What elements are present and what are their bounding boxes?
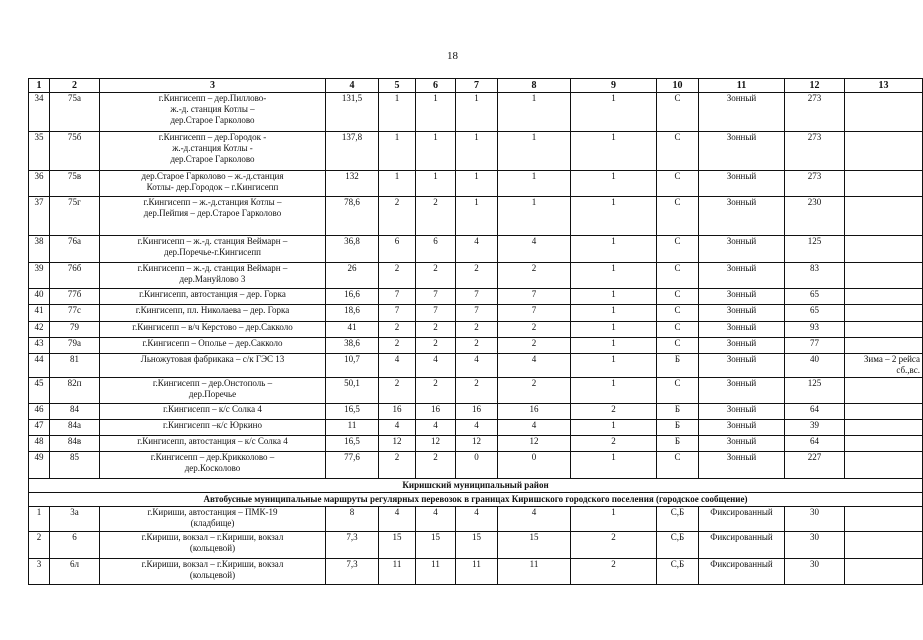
table-cell-col8: 4: [498, 420, 571, 436]
table-cell-col1: 36: [29, 171, 50, 197]
table-cell-col10: Б: [657, 436, 699, 452]
table-cell-col7: 2: [456, 263, 498, 289]
table-cell-col4: 16,5: [326, 436, 379, 452]
table-row: [29, 171, 923, 197]
table-cell-col3: г.Кингисепп, автостанция – дер. Горка: [100, 289, 326, 305]
table-cell-col2: 84: [50, 404, 100, 420]
table-cell-col3: г.Кингисепп – ж.-д.станция Котлы – дер.Пейпия – дер.Старое Гарколово: [100, 197, 326, 236]
table-cell-col6: 2: [416, 197, 456, 236]
table-cell-col13: [845, 507, 923, 532]
table-cell-col7: 1: [456, 132, 498, 171]
table-cell-col7: 7: [456, 289, 498, 305]
table-cell-col2: 75в: [50, 171, 100, 197]
table-cell-col1: 37: [29, 197, 50, 236]
table-cell-col11: Зонный: [699, 305, 785, 322]
table-cell-col7: 2: [456, 338, 498, 354]
table-cell-col4: 7,3: [326, 532, 379, 559]
table-cell-col5: 2: [379, 197, 416, 236]
table-cell-col5: 2: [379, 378, 416, 404]
table-cell-col5: 15: [379, 532, 416, 559]
table-cell-col7: 12: [456, 436, 498, 452]
routes-body-kirishi: [29, 507, 923, 585]
table-cell-col9: 2: [571, 559, 657, 585]
table-cell-col2: 6: [50, 532, 100, 559]
table-cell-col3: г.Кириши, вокзал – г.Кириши, вокзал (кольцевой): [100, 532, 326, 559]
table-cell-col8: 15: [498, 532, 571, 559]
district-row: [29, 479, 923, 493]
table-row: [29, 354, 923, 378]
table-row: [29, 305, 923, 322]
table-cell-col8: 4: [498, 354, 571, 378]
table-cell-col1: 48: [29, 436, 50, 452]
table-cell-col10: С: [657, 305, 699, 322]
table-cell-col13: [845, 436, 923, 452]
table-cell-col4: 50,1: [326, 378, 379, 404]
table-cell-col8: 2: [498, 322, 571, 338]
table-cell-col3: г.Кириши, автостанция – ПМК-19 (кладбище): [100, 507, 326, 532]
table-cell-col1: 38: [29, 236, 50, 263]
table-cell-col12: 230: [785, 197, 845, 236]
table-cell-col2: 77с: [50, 305, 100, 322]
table-cell-col1: 1: [29, 507, 50, 532]
table-cell-col6: 2: [416, 338, 456, 354]
table-cell-col10: С: [657, 132, 699, 171]
table-cell-col6: 1: [416, 132, 456, 171]
column-header-5: 5: [379, 79, 416, 93]
table-cell-col9: 1: [571, 132, 657, 171]
table-cell-col6: 2: [416, 322, 456, 338]
table-cell-col9: 1: [571, 452, 657, 479]
table-cell-col13: [845, 93, 923, 132]
table-cell-col5: 1: [379, 132, 416, 171]
table-cell-col11: Зонный: [699, 436, 785, 452]
table-row: [29, 289, 923, 305]
table-cell-col8: 2: [498, 263, 571, 289]
table-cell-col11: Зонный: [699, 404, 785, 420]
table-cell-col1: 35: [29, 132, 50, 171]
table-cell-col3: г.Кингисепп – дер.Крикколово – дер.Косколово: [100, 452, 326, 479]
table-cell-col13: [845, 378, 923, 404]
table-cell-col13: [845, 404, 923, 420]
table-cell-col13: [845, 420, 923, 436]
table-cell-col3: Льножутовая фабрикака – с/к ГЭС 13: [100, 354, 326, 378]
table-row: [29, 93, 923, 132]
table-cell-col6: 11: [416, 559, 456, 585]
table-cell-col9: 2: [571, 436, 657, 452]
page-number: 18: [447, 50, 458, 62]
table-cell-col4: 77,6: [326, 452, 379, 479]
table-cell-col7: 16: [456, 404, 498, 420]
column-header-9: 9: [571, 79, 657, 93]
table-row: [29, 197, 923, 236]
table-cell-col12: 83: [785, 263, 845, 289]
table-cell-col5: 6: [379, 236, 416, 263]
table-cell-col11: Зонный: [699, 93, 785, 132]
table-cell-col10: С: [657, 289, 699, 305]
table-row: [29, 404, 923, 420]
table-cell-col6: 2: [416, 452, 456, 479]
table-cell-col11: Зонный: [699, 354, 785, 378]
table-cell-col10: С: [657, 322, 699, 338]
table-cell-col12: 30: [785, 532, 845, 559]
table-cell-col9: 1: [571, 263, 657, 289]
table-cell-col6: 16: [416, 404, 456, 420]
table-cell-col9: 1: [571, 378, 657, 404]
table-cell-col9: 1: [571, 171, 657, 197]
table-cell-col4: 18,6: [326, 305, 379, 322]
table-cell-col12: 125: [785, 236, 845, 263]
table-cell-col4: 7,3: [326, 559, 379, 585]
table-cell-col3: г.Кингисепп – дер.Городок - ж.-д.станция Котлы - дер.Старое Гарколово: [100, 132, 326, 171]
table-row: [29, 322, 923, 338]
column-header-7: 7: [456, 79, 498, 93]
table-cell-col7: 4: [456, 507, 498, 532]
table-cell-col12: 227: [785, 452, 845, 479]
table-cell-col8: 11: [498, 559, 571, 585]
table-cell-col9: 2: [571, 404, 657, 420]
table-cell-col8: 2: [498, 338, 571, 354]
table-cell-col12: 77: [785, 338, 845, 354]
table-cell-col6: 15: [416, 532, 456, 559]
table-cell-col1: 46: [29, 404, 50, 420]
column-header-13: 13: [845, 79, 923, 93]
table-cell-col13: [845, 263, 923, 289]
table-cell-col2: 3а: [50, 507, 100, 532]
table-cell-col2: 6л: [50, 559, 100, 585]
table-cell-col3: г.Кириши, вокзал – г.Кириши, вокзал (кольцевой): [100, 559, 326, 585]
table-cell-col3: г.Кингисепп – дер.Онстополь – дер.Поречье: [100, 378, 326, 404]
table-cell-col9: 1: [571, 305, 657, 322]
column-header-10: 10: [657, 79, 699, 93]
table-cell-col6: 1: [416, 171, 456, 197]
column-header-8: 8: [498, 79, 571, 93]
table-cell-col2: 75б: [50, 132, 100, 171]
table-cell-col4: 16,6: [326, 289, 379, 305]
table-cell-col10: С,Б: [657, 507, 699, 532]
table-row: [29, 559, 923, 585]
table-cell-col13: [845, 305, 923, 322]
table-cell-col4: 8: [326, 507, 379, 532]
table-cell-col8: 16: [498, 404, 571, 420]
table-cell-col5: 7: [379, 305, 416, 322]
table-cell-col11: Зонный: [699, 378, 785, 404]
table-cell-col3: г.Кингисепп – ж.-д. станция Веймарн – дер.Поречье-г.Кингисепп: [100, 236, 326, 263]
column-header-6: 6: [416, 79, 456, 93]
table-cell-col10: С: [657, 197, 699, 236]
table-cell-col5: 1: [379, 93, 416, 132]
table-cell-col10: С: [657, 338, 699, 354]
table-cell-col9: 1: [571, 93, 657, 132]
table-cell-col7: 1: [456, 93, 498, 132]
table-cell-col13: Зима – 2 рейса сб.,вс.: [845, 354, 923, 378]
table-cell-col11: Зонный: [699, 236, 785, 263]
table-cell-col1: 45: [29, 378, 50, 404]
table-cell-col13: [845, 559, 923, 585]
table-cell-col2: 79: [50, 322, 100, 338]
table-cell-col5: 16: [379, 404, 416, 420]
table-cell-col7: 2: [456, 378, 498, 404]
table-cell-col4: 137,8: [326, 132, 379, 171]
table-cell-col12: 93: [785, 322, 845, 338]
table-cell-col9: 1: [571, 236, 657, 263]
table-cell-col3: г.Кингисепп –к/с Юркино: [100, 420, 326, 436]
table-cell-col13: [845, 289, 923, 305]
table-row: [29, 132, 923, 171]
table-cell-col9: 1: [571, 507, 657, 532]
table-cell-col12: 273: [785, 171, 845, 197]
table-cell-col10: Б: [657, 354, 699, 378]
table-row: [29, 436, 923, 452]
table-cell-col7: 4: [456, 420, 498, 436]
table-cell-col9: 1: [571, 354, 657, 378]
table-cell-col1: 49: [29, 452, 50, 479]
table-cell-col5: 2: [379, 263, 416, 289]
table-cell-col13: [845, 322, 923, 338]
subsection-title: Автобусные муниципальные маршруты регулярных перевозок в границах Киришского городского поселения (городское сообщение): [29, 493, 923, 507]
table-cell-col13: [845, 338, 923, 354]
table-cell-col4: 16,5: [326, 404, 379, 420]
table-cell-col13: [845, 532, 923, 559]
table-cell-col7: 1: [456, 171, 498, 197]
table-cell-col8: 12: [498, 436, 571, 452]
table-cell-col1: 3: [29, 559, 50, 585]
table-cell-col11: Зонный: [699, 420, 785, 436]
table-cell-col5: 4: [379, 507, 416, 532]
table-cell-col8: 7: [498, 305, 571, 322]
table-cell-col11: Фиксированный: [699, 532, 785, 559]
table-cell-col5: 4: [379, 420, 416, 436]
table-cell-col9: 1: [571, 322, 657, 338]
table-cell-col4: 78,6: [326, 197, 379, 236]
table-cell-col10: С: [657, 263, 699, 289]
table-cell-col11: Зонный: [699, 452, 785, 479]
table-row: [29, 338, 923, 354]
table-cell-col12: 64: [785, 436, 845, 452]
table-cell-col3: г.Кингисепп – дер.Пиллово- ж.-д. станция Котлы – дер.Старое Гарколово: [100, 93, 326, 132]
table-cell-col1: 2: [29, 532, 50, 559]
table-cell-col2: 82п: [50, 378, 100, 404]
table-cell-col7: 0: [456, 452, 498, 479]
table-cell-col3: г.Кингисепп – Ополье – дер.Сакколо: [100, 338, 326, 354]
table-cell-col4: 131,5: [326, 93, 379, 132]
table-cell-col1: 34: [29, 93, 50, 132]
table-cell-col2: 75а: [50, 93, 100, 132]
table-cell-col7: 4: [456, 354, 498, 378]
table-cell-col1: 47: [29, 420, 50, 436]
table-cell-col11: Фиксированный: [699, 559, 785, 585]
table-cell-col10: Б: [657, 420, 699, 436]
table-cell-col10: С: [657, 236, 699, 263]
table-cell-col5: 2: [379, 452, 416, 479]
table-cell-col3: г.Кингисепп, автостанция – к/с Солка 4: [100, 436, 326, 452]
table-cell-col4: 10,7: [326, 354, 379, 378]
table-cell-col4: 132: [326, 171, 379, 197]
table-cell-col11: Зонный: [699, 197, 785, 236]
table-row: [29, 532, 923, 559]
table-cell-col9: 2: [571, 532, 657, 559]
table-cell-col6: 4: [416, 420, 456, 436]
subsection-row: [29, 493, 923, 507]
table-cell-col5: 7: [379, 289, 416, 305]
table-cell-col13: [845, 197, 923, 236]
table-cell-col2: 77б: [50, 289, 100, 305]
routes-body-kingisepp: [29, 93, 923, 479]
table-cell-col9: 1: [571, 420, 657, 436]
table-cell-col1: 41: [29, 305, 50, 322]
table-cell-col13: [845, 452, 923, 479]
column-header-3: 3: [100, 79, 326, 93]
table-row: [29, 420, 923, 436]
column-header-1: 1: [29, 79, 50, 93]
table-cell-col6: 4: [416, 507, 456, 532]
table-cell-col7: 1: [456, 197, 498, 236]
table-cell-col6: 1: [416, 93, 456, 132]
table-cell-col6: 2: [416, 263, 456, 289]
table-cell-col8: 1: [498, 132, 571, 171]
table-cell-col4: 11: [326, 420, 379, 436]
table-cell-col2: 75г: [50, 197, 100, 236]
table-cell-col12: 125: [785, 378, 845, 404]
table-cell-col5: 2: [379, 322, 416, 338]
table-cell-col7: 4: [456, 236, 498, 263]
table-cell-col5: 1: [379, 171, 416, 197]
table-cell-col2: 76б: [50, 263, 100, 289]
column-header-2: 2: [50, 79, 100, 93]
table-cell-col6: 2: [416, 378, 456, 404]
routes-table: [28, 78, 923, 585]
table-cell-col12: 65: [785, 305, 845, 322]
table-cell-col2: 84а: [50, 420, 100, 436]
table-cell-col8: 1: [498, 197, 571, 236]
table-cell-col7: 7: [456, 305, 498, 322]
table-cell-col12: 65: [785, 289, 845, 305]
column-header-11: 11: [699, 79, 785, 93]
table-cell-col9: 1: [571, 338, 657, 354]
table-cell-col10: С: [657, 378, 699, 404]
table-cell-col5: 12: [379, 436, 416, 452]
table-cell-col12: 30: [785, 559, 845, 585]
table-cell-col10: С: [657, 93, 699, 132]
table-cell-col12: 39: [785, 420, 845, 436]
table-cell-col6: 7: [416, 305, 456, 322]
table-cell-col10: С,Б: [657, 559, 699, 585]
table-row: [29, 378, 923, 404]
table-cell-col2: 84в: [50, 436, 100, 452]
table-cell-col3: дер.Старое Гарколово – ж.-д.станция Котлы- дер.Городок – г.Кингисепп: [100, 171, 326, 197]
table-cell-col1: 40: [29, 289, 50, 305]
table-cell-col3: г.Кингисепп – в/ч Керстово – дер.Сакколо: [100, 322, 326, 338]
table-row: [29, 236, 923, 263]
table-cell-col9: 1: [571, 197, 657, 236]
column-header-12: 12: [785, 79, 845, 93]
table-cell-col1: 39: [29, 263, 50, 289]
table-cell-col7: 2: [456, 322, 498, 338]
table-cell-col7: 11: [456, 559, 498, 585]
table-cell-col12: 40: [785, 354, 845, 378]
table-cell-col8: 4: [498, 507, 571, 532]
table-cell-col5: 4: [379, 354, 416, 378]
table-cell-col6: 4: [416, 354, 456, 378]
table-cell-col11: Зонный: [699, 289, 785, 305]
header-row: [29, 79, 923, 93]
table-cell-col10: С: [657, 452, 699, 479]
table-cell-col8: 4: [498, 236, 571, 263]
table-cell-col8: 1: [498, 93, 571, 132]
table-cell-col7: 15: [456, 532, 498, 559]
table-cell-col11: Зонный: [699, 132, 785, 171]
table-cell-col11: Зонный: [699, 322, 785, 338]
table-cell-col8: 7: [498, 289, 571, 305]
table-cell-col12: 273: [785, 93, 845, 132]
table-cell-col9: 1: [571, 289, 657, 305]
table-cell-col2: 81: [50, 354, 100, 378]
table-cell-col2: 76а: [50, 236, 100, 263]
table-cell-col10: С: [657, 171, 699, 197]
table-cell-col10: С,Б: [657, 532, 699, 559]
table-cell-col3: г.Кингисепп, пл. Николаева – дер. Горка: [100, 305, 326, 322]
table-cell-col6: 6: [416, 236, 456, 263]
table-cell-col8: 2: [498, 378, 571, 404]
table-cell-col4: 36,8: [326, 236, 379, 263]
table-cell-col6: 7: [416, 289, 456, 305]
table-cell-col3: г.Кингисепп – к/с Солка 4: [100, 404, 326, 420]
table-cell-col1: 43: [29, 338, 50, 354]
table-cell-col1: 44: [29, 354, 50, 378]
table-cell-col4: 41: [326, 322, 379, 338]
table-cell-col3: г.Кингисепп – ж.-д. станция Веймарн – дер.Мануйлово 3: [100, 263, 326, 289]
table-cell-col11: Зонный: [699, 171, 785, 197]
table-cell-col2: 85: [50, 452, 100, 479]
table-cell-col13: [845, 171, 923, 197]
table-cell-col4: 38,6: [326, 338, 379, 354]
table-cell-col11: Зонный: [699, 338, 785, 354]
table-cell-col11: Зонный: [699, 263, 785, 289]
table-cell-col13: [845, 236, 923, 263]
table-cell-col2: 79а: [50, 338, 100, 354]
table-cell-col12: 30: [785, 507, 845, 532]
table-row: [29, 452, 923, 479]
table-cell-col5: 11: [379, 559, 416, 585]
table-cell-col4: 26: [326, 263, 379, 289]
table-cell-col1: 42: [29, 322, 50, 338]
table-cell-col12: 64: [785, 404, 845, 420]
table-cell-col12: 273: [785, 132, 845, 171]
table-row: [29, 263, 923, 289]
table-cell-col11: Фиксированный: [699, 507, 785, 532]
district-title: Киришский муниципальный район: [29, 479, 923, 493]
table-cell-col10: Б: [657, 404, 699, 420]
table-cell-col5: 2: [379, 338, 416, 354]
table-cell-col6: 12: [416, 436, 456, 452]
table-cell-col13: [845, 132, 923, 171]
table-row: [29, 507, 923, 532]
table-cell-col8: 1: [498, 171, 571, 197]
column-header-4: 4: [326, 79, 379, 93]
table-cell-col8: 0: [498, 452, 571, 479]
